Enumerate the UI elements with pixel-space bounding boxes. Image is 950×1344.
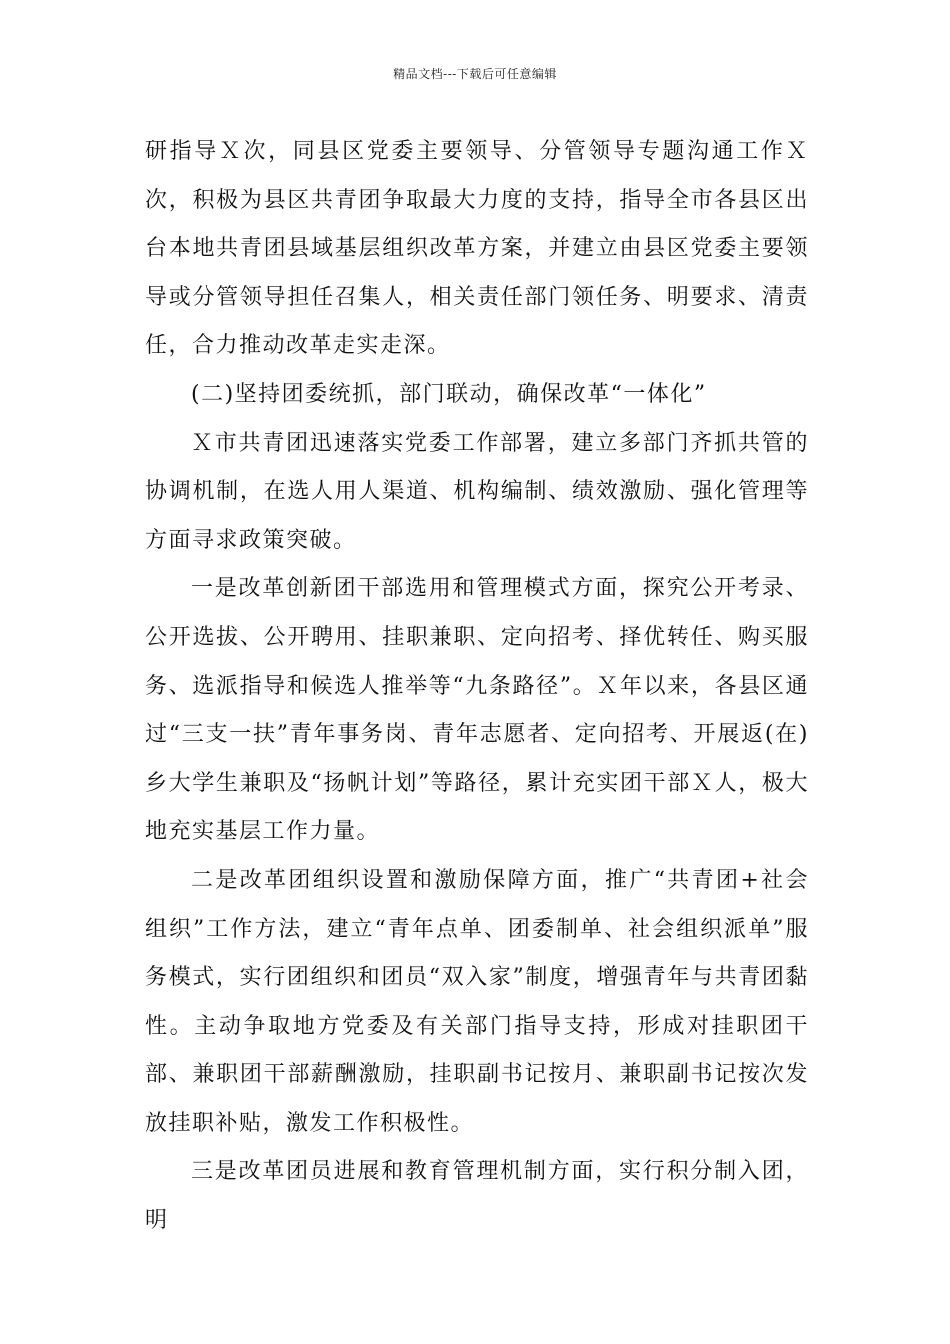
running-header: 精品文档---下载后可任意编辑: [393, 67, 557, 81]
paragraph-point-three: 三是改革团员进展和教育管理机制方面，实行积分制入团，明: [145, 1159, 809, 1234]
section-heading: (二)坚持团委统抓，部门联动，确保改革“一体化”: [191, 381, 707, 407]
paragraph-point-one: 一是改革创新团干部选用和管理模式方面，探究公开考录、公开选拔、公开聘用、挂职兼职、定向招考、择优转任、购买服务、选派指导和候选人推举等“九条路径”。Ｘ年以来，各县区通过“三支一扶”青年事务岗、青年志愿者、定向招考、开展返(在)乡大学生兼职及“扬帆计划”等路径，累计充实团干部Ｘ人，极大地充实基层工作力量。: [145, 576, 809, 845]
paragraph-point-two: 二是改革团组织设置和激励保障方面，推广“共青团+社会组织”工作方法，建立“青年点单、团委制单、社会组织派单”服务模式，实行团组织和团员“双入家”制度，增强青年与共青团黏性。主动争取地方党委及有关部门指导支持，形成对挂职团干部、兼职团干部薪酬激励，挂职副书记按月、兼职副书记按次发放挂职补贴，激发工作积极性。: [145, 867, 809, 1136]
document-body: [145, 128, 809, 1246]
paragraph-intro: Ｘ市共青团迅速落实党委工作部署，建立多部门齐抓共管的协调机制，在选人用人渠道、机构编制、绩效激励、强化管理等方面寻求政策突破。: [145, 430, 809, 553]
paragraph-continuation: 研指导Ｘ次，同县区党委主要领导、分管领导专题沟通工作Ｘ次，积极为县区共青团争取最大力度的支持，指导全市各县区出台本地共青团县域基层组织改革方案，并建立由县区党委主要领导或分管领导担任召集人，相关责任部门领任务、明要求、清责任，合力推动改革走实走深。: [145, 139, 809, 359]
